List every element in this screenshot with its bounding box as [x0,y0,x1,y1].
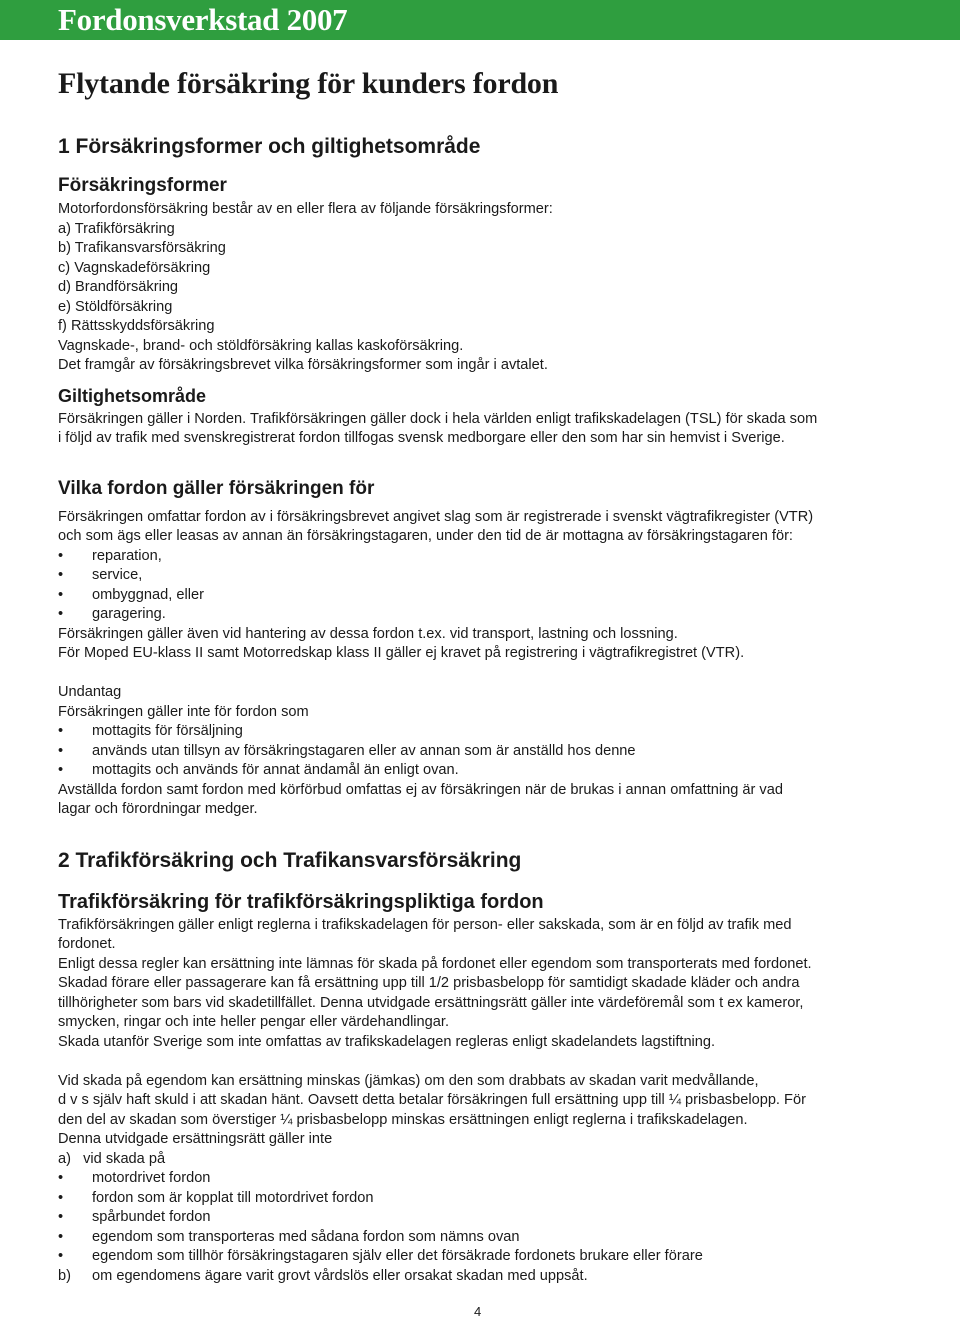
list-item: • motordrivet fordon [58,1169,908,1189]
text-line: a) Trafikförsäkring [58,220,175,237]
list-item: • mottagits och används för annat ändamål än enligt ovan. [58,761,908,781]
page-number: 4 [474,1304,482,1319]
text-line: Försäkringen gäller inte för fordon som [58,703,309,720]
text-line: smycken, ringar och inte heller pengar eller värdehandlingar. [58,1014,450,1030]
list-item: • service, [58,566,908,586]
vehicles-purpose-list [58,547,908,625]
text-line: Vid skada på egendom kan ersättning minskas (jämkas) om den som drabbats av skadan varit medvållande, [58,1072,759,1089]
text-line: fordonet. [58,936,116,952]
list-item: • reparation, [58,547,908,567]
text-line: d v s själv haft skuld i att skadan hänt. Oavsett detta betalar försäkringen full ersättning upp till ¼ prisbasbelopp. För [58,1092,806,1108]
vehicles-heading: Vilka fordon gäller försäkringen för [58,477,375,499]
text-line: Försäkringen gäller även vid hantering av dessa fordon t.ex. vid transport, lastning och lossning. [58,625,678,642]
text-line: f) Rättsskyddsförsäkring [58,318,215,334]
text-line: i följd av trafik med svenskregistrerat fordon tillfogas svensk medborgare eller den som har sin hemvist i Sverige. [58,430,785,446]
exception-title: Undantag [58,684,122,700]
exclusion-list [58,1169,908,1267]
text-line: a) vid skada på [58,1150,166,1167]
traffic-insurance-heading: Trafikförsäkring för trafikförsäkringspliktiga fordon [58,890,544,913]
list-item: • används utan tillsyn av försäkringstagaren eller av annan som är anställd hos denne [58,742,908,762]
text-line: För Moped EU-klass II samt Motorredskap klass II gäller ej kravet på registrering i vägtrafikregistret (VTR). [58,645,745,661]
text-line: lagar och förordningar medger. [58,801,258,817]
text-line: Trafikförsäkringen gäller enligt reglerna i trafikskadelagen för person- eller sakskada, som är en följd av trafik med [58,916,792,933]
list-item: • egendom som tillhör försäkringstagaren själv eller det försäkrade fordonets brukare eller förare [58,1247,908,1267]
document-title: Flytande försäkring för kunders fordon [58,67,559,100]
item-b-label: b) [58,1267,71,1284]
section-1-heading: 1 Försäkringsformer och giltighetsområde [58,135,481,158]
list-item: • mottagits för försäljning [58,722,908,742]
text-line: e) Stöldförsäkring [58,298,173,315]
text-line: c) Vagnskadeförsäkring [58,259,211,276]
text-line: den del av skadan som överstiger ¼ prisbasbelopp minskas ersättningen enligt reglerna i trafikskadelagen. [58,1111,748,1128]
exception-list [58,722,908,781]
text-line: b) Trafikansvarsförsäkring [58,240,226,256]
text-line: Det framgår av försäkringsbrevet vilka försäkringsformer som ingår i avtalet. [58,357,548,373]
text-line: Motorfordonsförsäkring består av en eller flera av följande försäkringsformer: [58,201,553,217]
document-body [58,60,908,1286]
text-line: Skadad förare eller passagerare kan få ersättning upp till 1/2 prisbasbelopp för samtidigt skadade kläder och andra [58,975,800,991]
text-line: Skada utanför Sverige som inte omfattas av trafikskadelagen regleras enligt skadelandets lagstiftning. [58,1033,716,1050]
header-banner [0,0,960,40]
text-line: tillhörigheter som bars vid skadetillfället. Denna utvidgade ersättningsrätt gäller inte värdeföremål som t ex kameror, [58,994,804,1011]
text-line: Försäkringen gäller i Norden. Trafikförsäkringen gäller dock i hela världen enligt trafikskadelagen (TSL) för skada som [58,410,818,427]
header-title: Fordonsverkstad 2007 [58,2,348,37]
list-item: • fordon som är kopplat till motordrivet fordon [58,1189,908,1209]
item-b [58,1267,908,1287]
list-item: • egendom som transporteras med sådana fordon som nämns ovan [58,1228,908,1248]
item-b-text: om egendomens ägare varit grovt vårdslös eller orsakat skadan med uppsåt. [92,1267,588,1284]
text-line: Vagnskade-, brand- och stöldförsäkring kallas kaskoförsäkring. [58,337,464,354]
list-item: • spårbundet fordon [58,1208,908,1228]
text-line: Avställda fordon samt fordon med körförbud omfattas ej av försäkringen när de brukas i annan omfattning är vad [58,781,783,798]
forms-heading: Försäkringsformer [58,175,227,196]
text-line: och som ägs eller leasas av annan än försäkringstagaren, under den tid de är mottagna av försäkringstagaren för: [58,528,793,544]
list-item: • garagering. [58,605,908,625]
validity-heading: Giltighetsområde [58,385,207,406]
text-line: Enligt dessa regler kan ersättning inte lämnas för skada på fordonet eller egendom som transporterats med fordonet. [58,955,812,972]
text-line: Denna utvidgade ersättningsrätt gäller inte [58,1131,333,1147]
text-line: d) Brandförsäkring [58,279,179,295]
text-line: Försäkringen omfattar fordon av i försäkringsbrevet angivet slag som är registrerade i svenskt vägtrafikregister (VTR) [58,508,814,525]
list-item: • ombyggnad, eller [58,586,908,606]
section-2-heading: 2 Trafikförsäkring och Trafikansvarsförsäkring [58,848,522,872]
